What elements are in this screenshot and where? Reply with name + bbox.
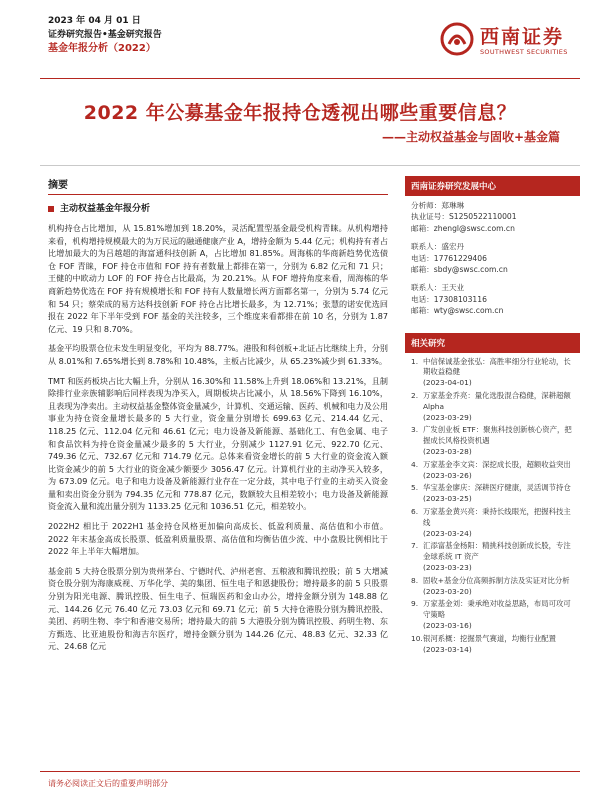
report-header xyxy=(48,14,162,56)
related-item[interactable]: 3. 广发创业板 ETF：聚焦科技创新核心资产，把握成长风格投资机遇 (2023-03-28) xyxy=(411,425,572,457)
related-heading: 相关研究 xyxy=(405,333,580,353)
sidebar xyxy=(405,176,580,657)
related-item[interactable]: 8. 固收+基金分位高频拆制方法及实证对比分析 (2023-03-20) xyxy=(411,575,570,596)
contact-email[interactable]: 邮箱：wty@swsc.com.cn xyxy=(411,306,504,316)
report-category: 证券研究报告•基金研究报告 xyxy=(48,30,162,40)
related-item[interactable]: 10. 银河系概：挖掘景气赛道，均衡行业配置 (2023-03-14) xyxy=(411,633,557,654)
report-series: 基金年报分析（2022） xyxy=(48,43,156,54)
abstract-paragraph: 基金前 5 大持仓股票分别为贵州茅台、宁德时代、泸州老窖、五粮液和腾讯控股；前 5 大增减资仓股分别为海康威视、万华化学、美的集团、恒生电子和恩捷股份；增持最多的前 5 只股票分别为阳光电源、腾讯控股、恒生电子、恒瑞医药和金山办公，增持金额分别为 148.88 亿元、144.26 亿元 76.40 亿元 73.03 亿元和 69.71 亿元；前 5 大持仓港股分别为腾讯控股、美团、药明生物、李宁和香港交易所；增持最大的前 5 大港股分别为腾讯控股、药明生物、东方甄选、比亚迪股份和海吉尔医疗，增持金额分别为 144.26 亿元、48.83 亿元、32.33 亿元、24.68 亿元 xyxy=(48,565,388,652)
abstract-bullet-text: 主动权益基金年报分析 xyxy=(60,204,151,214)
abstract-section xyxy=(48,176,388,660)
related-item[interactable]: 1. 中信保诚基金张弘：高胜率细分行业轮动，长期收益稳健 (2023-04-01) xyxy=(411,356,571,388)
related-item[interactable]: 9. 万家基金刘：秉承绝对收益思路，布局可攻可守策略 (2023-03-16) xyxy=(411,599,571,630)
abstract-paragraph: 基金平均股票仓位未发生明显变化，平均为 88.77%。港股和科创板+北证占比继续上升，分别从 8.01%和 7.65%增长到 8.78%和 10.48%，主板占比减少，从 65.23%减少到 61.33%。 xyxy=(48,343,388,366)
brand-name-cn: 西南证券 xyxy=(480,26,565,48)
analyst-role: 分析师：郑琳琳 xyxy=(411,201,465,210)
square-bullet-icon xyxy=(48,206,54,212)
related-list xyxy=(405,353,580,656)
related-item[interactable]: 2. 万家基金乔亮：量化选股混合稳健，深耕超额 Alpha (2023-03-29) xyxy=(411,391,571,422)
contact-role: 联系人：王天业 xyxy=(411,283,465,293)
brand-logo xyxy=(440,22,570,66)
abstract-paragraph: 2022H2 相比于 2022H1 基金持仓风格更加偏向高成长、低盈利质量、高估值和小市值。2022 年末基金高成长股票、低盈利质量股票、高估值和均衡估值少流、中小盘股比例相比于 2022 年上半年大幅增加。 xyxy=(48,521,388,557)
analyst-info xyxy=(405,196,580,321)
broker-logo-icon xyxy=(440,22,474,56)
contact-phone: 电话：17761229406 xyxy=(411,253,487,263)
report-date: 2023 年 04 月 01 日 xyxy=(48,16,141,26)
brand-name-en: SOUTHWEST SECURITIES xyxy=(480,48,568,56)
related-item[interactable]: 7. 汇添富基金杨阳：精挑科技创新成长股，专注金球系统 IT 资产 (2023-03-23) xyxy=(411,541,571,572)
abstract-bullet xyxy=(48,201,388,214)
abstract-heading: 摘要 xyxy=(48,176,388,195)
abstract-paragraph: 机构持仓占比增加，从 15.81%增加到 18.20%，灵活配置型基金最受机构青睐。从机构增持来看，机构增持规模最大的为万民远的融通健康产业 A，增持金额为 5.44 亿元；机构持有者占比增加最大的为吕越超的海富通科技创新 A，占比增加 81.85%。周海栋的华商新趋势优选债仓 FOF 青睐，FOF 持仓市值和 FOF 持有者数量上都排在第一，分别为 6.82 亿元和 71 只；王健的中欧动力 LOF 的 FOF 持仓占比最高，为 20.21%。从 FOF 增持角度来看，周海栋的华商新趋势优选在 FOF 持有规模增长和 FOF 持有人数量增长两方面都名第一，分别为 5.74 亿元和 54 只；蔡荣成的易方达科技创新 FOF 持仓占比增长最多，为 12.71%；张慧的诺安优选回报在 2022 年下半年受到 FOF 基金的关注较多，三个维度来看都排在前 10 名，分别为 1.87 亿元、19 只和 8.70%。 xyxy=(48,223,389,334)
contact-email[interactable]: 邮箱：sbdy@swsc.com.cn xyxy=(411,265,508,275)
contact-role: 联系人：盛宏丹 xyxy=(411,242,465,252)
related-item[interactable]: 4. 万家基金李文宾：深挖成长股，超额收益突出 (2023-03-26) xyxy=(411,459,571,480)
related-item[interactable]: 6. 万家基金黄兴亮：秉持长线眼光，把握科技主线 (2023-03-24) xyxy=(411,507,571,538)
footer-divider xyxy=(40,771,580,772)
header-divider xyxy=(40,78,580,79)
footer-disclaimer: 请务必阅读正文后的重要声明部分 xyxy=(48,779,168,788)
analyst-email[interactable]: 邮箱：zhengl@swsc.com.cn xyxy=(411,223,515,233)
contact-phone: 电话：17308103116 xyxy=(411,294,487,304)
analyst-heading: 西南证券研究发展中心 xyxy=(405,176,580,196)
analyst-cert: 执业证号：S1250522110001 xyxy=(411,212,517,222)
related-item[interactable]: 5. 华宝基金廖庆：深耕医疗健康，灵活调节持仓 (2023-03-25) xyxy=(411,483,571,504)
report-subtitle: ——主动权益基金与固收+基金篇 xyxy=(381,130,560,144)
abstract-paragraph: TMT 和医药板块占比大幅上升，分别从 16.30%和 11.58%上升到 18.06%和 13.21%，且制除排行业亲族辅影响后同样表现为净买入，周期板块占比减小，从 18.56%下降到 16.10%，且表现为净卖出。主动权益基金整体资金量减少，计算机、交通运输、医药、机械和电力及公用事业为持仓资金量增长最多的 5 大行业，资金量分别增长 699.63 亿元、214.44 亿元、118.25 亿元、112.04 亿元和 46.61 亿元；电力设备及新能源、基础化工、有色金属、电子和食品饮料为持仓资金量减少最多的 5 大行业，分别减少 1127.91 亿元、922.70 亿元、749.36 亿元、732.67 亿元和 714.79 亿元。总体来看资金增长的前 5 大行业的资金流入额比资金减少的前 5 大行业的资金减少额要少 3056.47 亿元。计算机行业的主动净买入较多，为 673.09 亿元。电子和电力设备及新能源行业存在一定分歧，其中电子行业的主动买入资金量和卖出资金分别为 794.35 亿元和 778.87 亿元，数额较大且相差较小；电力设备及新能源资金流入量和流出量分别为 1133.25 亿元和 1036.51 亿元，相差较小。 xyxy=(48,375,388,512)
title-divider xyxy=(40,165,580,166)
report-title: 2022 年公募基金年报持仓透视出哪些重要信息？ xyxy=(83,102,517,124)
